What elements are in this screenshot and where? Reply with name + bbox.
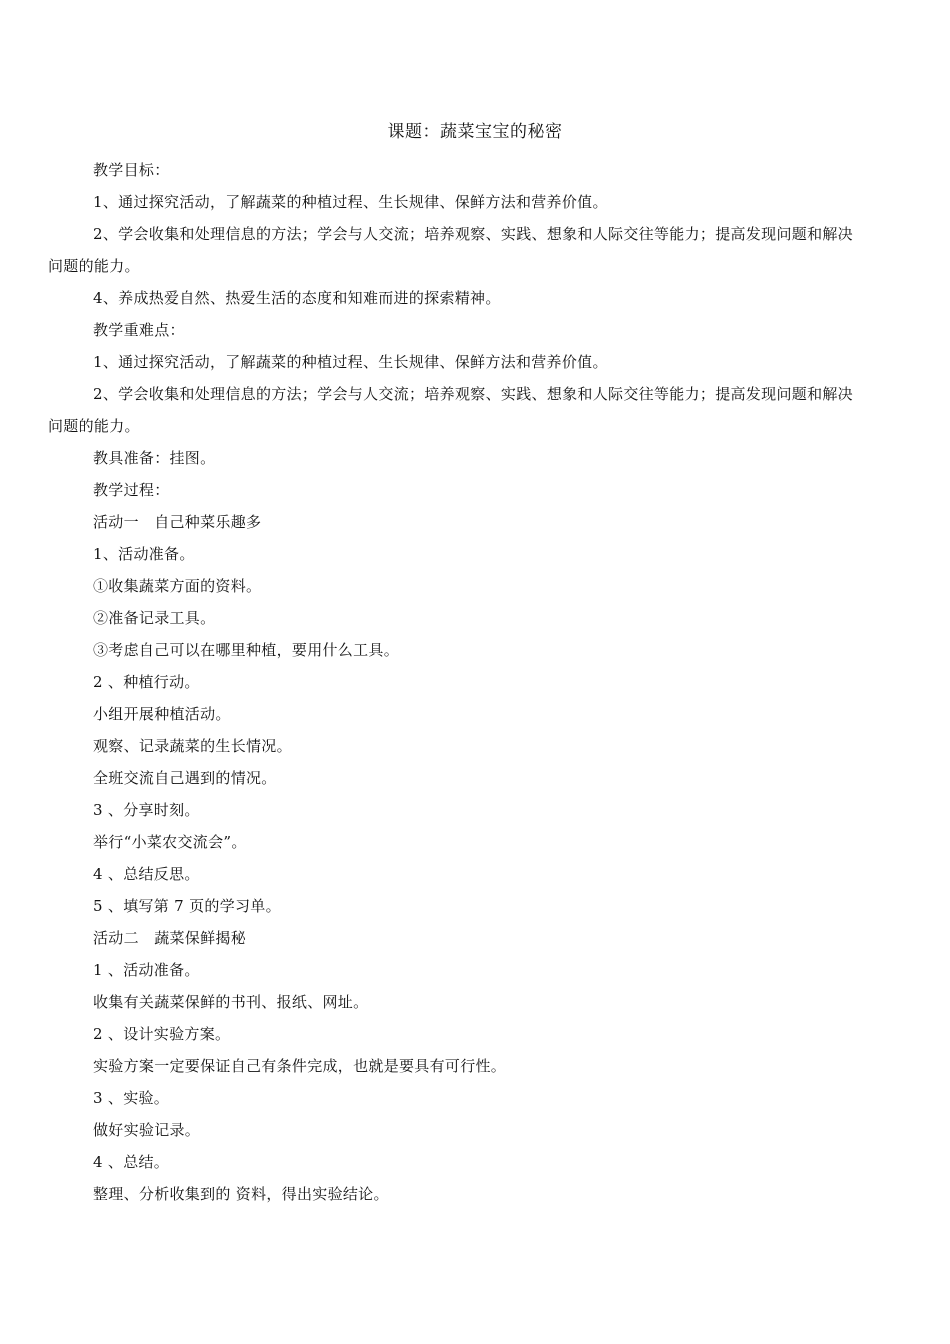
text-line: 4、养成热爱自然、热爱生活的态度和知难而进的探索精神。 xyxy=(93,289,501,307)
text-paragraph: 2、学会收集和处理信息的方法；学会与人交流；培养观察、实践、想象和人际交往等能力；提高发现问题和解决问题的能力。 xyxy=(48,385,853,435)
text-line: 1、活动准备。 xyxy=(93,545,195,563)
text-line: 举行“小菜农交流会”。 xyxy=(93,833,247,851)
text-paragraph: 2、学会收集和处理信息的方法；学会与人交流；培养观察、实践、想象和人际交往等能力；提高发现问题和解决问题的能力。 xyxy=(48,225,853,275)
text-line: 1、通过探究活动，了解蔬菜的种植过程、生长规律、保鲜方法和营养价值。 xyxy=(93,353,608,371)
text-line: 做好实验记录。 xyxy=(93,1121,201,1139)
text-line: ②准备记录工具。 xyxy=(93,609,216,627)
text-line: 4 、总结。 xyxy=(93,1153,170,1171)
text-line: 观察、记录蔬菜的生长情况。 xyxy=(93,737,292,755)
text-line: ①收集蔬菜方面的资料。 xyxy=(93,577,262,595)
text-line: 教具准备：挂图。 xyxy=(93,449,216,467)
text-line: 2 、种植行动。 xyxy=(93,673,200,691)
text-line: 教学目标： xyxy=(93,161,170,179)
text-line: 全班交流自己遇到的情况。 xyxy=(93,769,277,787)
text-line: 4 、总结反思。 xyxy=(93,865,200,883)
text-line: 小组开展种植活动。 xyxy=(93,705,231,723)
text-line: 实验方案一定要保证自己有条件完成，也就是要具有可行性。 xyxy=(93,1057,507,1075)
text-line: ③考虑自己可以在哪里种植，要用什么工具。 xyxy=(93,641,400,659)
document-body xyxy=(48,154,853,1210)
section-heading: 活动一 自己种菜乐趣多 xyxy=(93,513,262,531)
text-line: 收集有关蔬菜保鲜的书刊、报纸、网址。 xyxy=(93,993,369,1011)
text-line: 3 、分享时刻。 xyxy=(93,801,200,819)
text-line: 1 、活动准备。 xyxy=(93,961,200,979)
text-line: 教学重难点： xyxy=(93,321,185,339)
text-line: 1、通过探究活动，了解蔬菜的种植过程、生长规律、保鲜方法和营养价值。 xyxy=(93,193,608,211)
text-line: 5 、填写第 7 页的学习单。 xyxy=(93,897,281,915)
text-line: 3 、实验。 xyxy=(93,1089,170,1107)
text-line: 教学过程： xyxy=(93,481,170,499)
text-line: 整理、分析收集到的 资料，得出实验结论。 xyxy=(93,1185,389,1203)
document-title: 课题：蔬菜宝宝的秘密 xyxy=(387,122,563,142)
text-line: 2 、设计实验方案。 xyxy=(93,1025,231,1043)
section-heading: 活动二 蔬菜保鲜揭秘 xyxy=(93,929,247,947)
